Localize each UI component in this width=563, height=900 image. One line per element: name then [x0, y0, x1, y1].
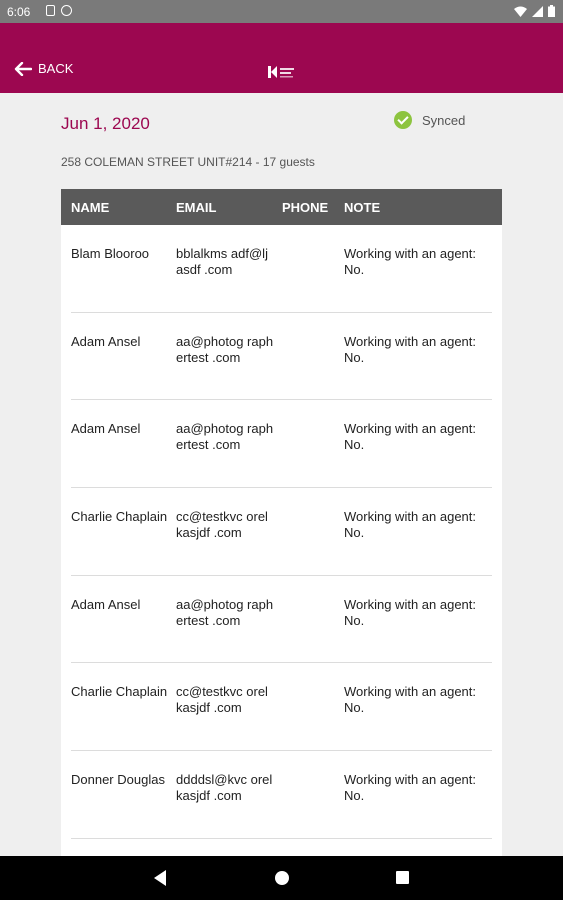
- guest-name: Blam Blooroo: [71, 246, 150, 261]
- back-label: BACK: [38, 61, 74, 76]
- column-header-email: EMAIL: [176, 200, 217, 215]
- guest-note: Working with an agent: No.: [344, 684, 476, 716]
- table-row[interactable]: [61, 751, 502, 839]
- table-header: [61, 189, 502, 225]
- back-arrow-icon: [14, 62, 32, 76]
- guest-name: Donner Douglas: [71, 772, 165, 788]
- guest-note: Working with an agent: No.: [344, 772, 476, 804]
- sync-status-label: Synced: [422, 112, 466, 128]
- guest-email: bblalkms adf@ljasdf .com: [176, 246, 268, 277]
- table-row[interactable]: [61, 576, 502, 664]
- app-bar: [0, 23, 563, 93]
- guest-table: [61, 189, 502, 900]
- sync-status: [394, 111, 465, 129]
- guest-note: Working with an agent: No.: [344, 421, 476, 453]
- table-row[interactable]: [61, 488, 502, 576]
- battery-icon: [548, 5, 555, 17]
- brand-logo: [268, 65, 296, 79]
- event-date: Jun 1, 2020: [61, 114, 150, 133]
- wifi-icon: [514, 6, 527, 17]
- content-area: [0, 93, 563, 856]
- status-system-icons: [514, 5, 555, 17]
- guest-name: Charlie Chaplain: [71, 509, 168, 525]
- table-row[interactable]: [61, 663, 502, 751]
- guest-name: Charlie Chaplain: [71, 684, 168, 700]
- nav-recents-icon[interactable]: [396, 871, 409, 884]
- table-row[interactable]: [61, 400, 502, 488]
- system-nav-bar: [0, 856, 563, 900]
- status-time: 6:06: [7, 5, 31, 19]
- guest-name: Adam Ansel: [71, 596, 141, 612]
- guest-note: Working with an agent: No.: [344, 246, 476, 277]
- column-header-note: NOTE: [344, 200, 381, 215]
- guest-email: aa@photog raphertest .com: [176, 421, 274, 453]
- table-body: [61, 225, 502, 900]
- nav-home-icon[interactable]: [275, 871, 289, 885]
- table-row[interactable]: [61, 313, 502, 401]
- guest-note: Working with an agent: No.: [344, 596, 476, 628]
- guest-name: Adam Ansel: [71, 421, 141, 437]
- guest-note: Working with an agent: No.: [344, 509, 476, 541]
- event-address: 258 COLEMAN STREET UNIT#214 - 17 guests: [61, 155, 315, 169]
- status-notification-icons: [46, 5, 72, 16]
- guest-note: Working with an agent: No.: [344, 333, 476, 365]
- column-header-phone: PHONE: [282, 200, 329, 215]
- guest-email: cc@testkvc orelkasjdf .com: [176, 684, 268, 716]
- check-circle-icon: [394, 111, 412, 129]
- guest-email: cc@testkvc orelkasjdf .com: [176, 509, 268, 541]
- table-row[interactable]: [61, 225, 502, 313]
- guest-email: ddddsl@kvc orelkasjdf .com: [176, 772, 273, 804]
- signal-icon: [532, 6, 543, 17]
- guest-email: aa@photog raphertest .com: [176, 333, 274, 365]
- column-header-name: NAME: [71, 200, 110, 215]
- guest-name: Adam Ansel: [71, 333, 141, 349]
- status-bar: [0, 0, 563, 23]
- back-button[interactable]: [14, 61, 73, 76]
- sim-card-icon: [46, 5, 55, 16]
- guest-email: aa@photog raphertest .com: [176, 596, 274, 628]
- nav-back-icon[interactable]: [154, 870, 166, 886]
- sync-notification-icon: [61, 5, 72, 16]
